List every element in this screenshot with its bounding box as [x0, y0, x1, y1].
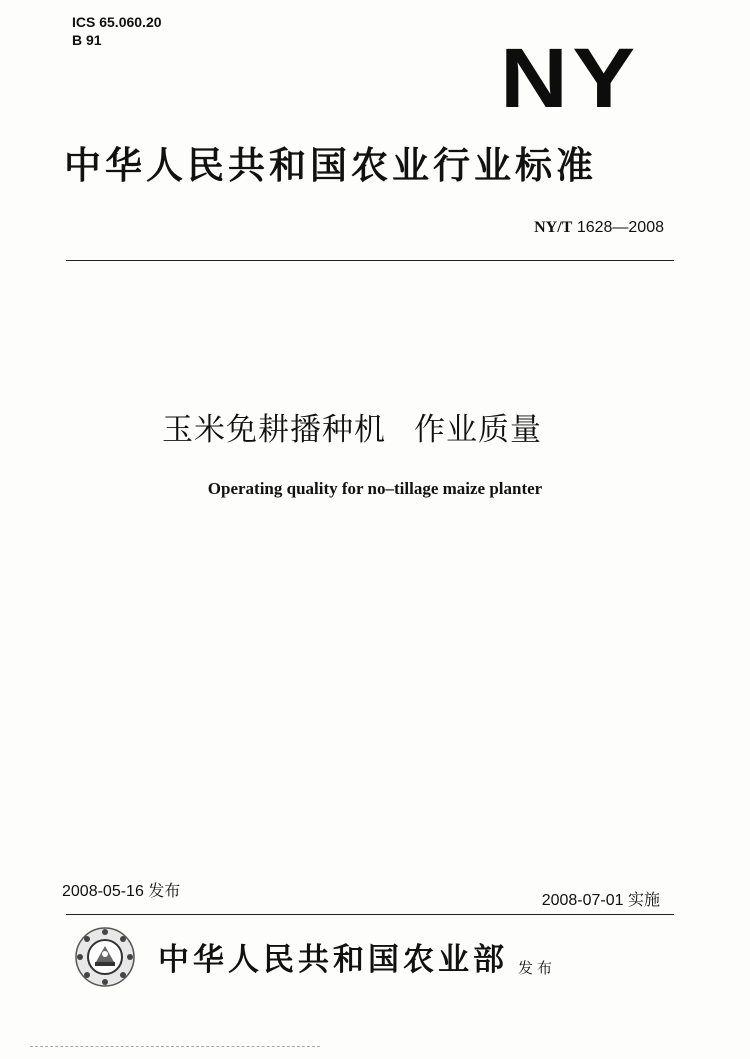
publish-date: 2008-05-16 发布 [62, 883, 181, 900]
bottom-divider [66, 914, 674, 915]
ministry-name: 中华人民共和国农业部 [158, 942, 508, 978]
classification-code: B 91 [72, 32, 102, 48]
title-cn-part2: 作业质量 [414, 412, 542, 448]
top-divider [66, 260, 674, 261]
footer-divider [30, 1046, 320, 1047]
national-emblem-icon [74, 926, 136, 988]
issue-label: 发布 [518, 959, 557, 977]
ny-logo: NY [500, 31, 640, 125]
standard-title: 中华人民共和国农业行业标准 [64, 144, 597, 187]
standard-code-number: 1628—2008 [576, 219, 664, 236]
standard-code [534, 218, 664, 238]
ics-number: ICS 65.060.20 [72, 14, 162, 30]
document-title-en: Operating quality for no–tillage maize planter [207, 479, 543, 498]
implement-date: 2008-07-01 实施 [541, 892, 660, 909]
title-cn-part1: 玉米免耕播种机 [162, 412, 386, 448]
document-title-cn [162, 410, 542, 450]
standard-code-prefix: NY/T [534, 219, 573, 236]
